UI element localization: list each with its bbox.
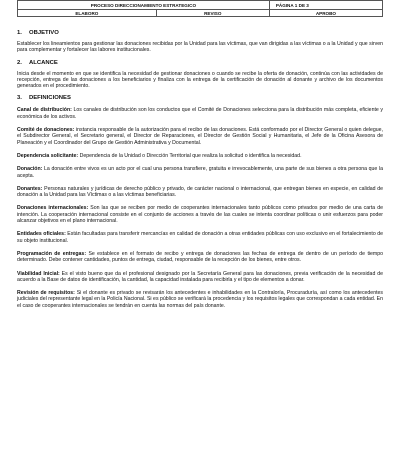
definition-term: Donaciones internacionales:: [17, 205, 89, 212]
definition-text: Están facultadas para transferir mercancías en calidad de donación a otras entidades públicas con uso exclusivo en el fortalecimiento de su objeto institucional.: [17, 231, 383, 244]
definition-viabilidad-inicial: [17, 271, 383, 284]
section-heading-alcance: [17, 60, 383, 67]
definition-comite-donaciones: [17, 127, 383, 146]
header-process-row: [18, 1, 383, 10]
definition-text: Personas naturales y jurídicas de derecho público y privado, de carácter nacional o internacional, que entregan bienes en especie, en calidad de donación a la Unidad para las Víctimas o a las víctimas beneficiarias.: [17, 185, 383, 199]
definition-text: Los canales de distribución son los conductos que el Comité de Donaciones selecciona para la distribución más completa, eficiente y económica de los activos.: [17, 107, 383, 120]
definitions-list: [17, 107, 383, 309]
definition-text: Es el visto bueno que da el profesional designado por la Secretaría General para las donaciones, previa verificación de la necesidad de acuerdo a la Base de datos de identificación, la cantidad, la capacidad instalada para recibirla y el tipo de elementos a donar.: [17, 270, 384, 283]
definition-text: instancia responsable de la autorización para el recibo de las donaciones. Está conformado por el Director General o quien delegue, el Subdirector General, el Secretario general, el Director de Reparaciones, el Director de Gestión Social y Humanitaria, el Jefe de la Oficina Asesora de Planeación y el Coordinador del Grupo de Gestión Administrativa y Documental.: [17, 127, 383, 146]
section-number: 1.: [17, 30, 22, 36]
definition-term: Dependencia solicitante:: [17, 152, 79, 159]
definition-text: Si el donante es privado se revisarán los antecedentes e inhabilidades en la Contraloría, Procuraduría, así como los antecedentes judiciales del representante legal en la Policía Nacional. Si es público se verificará la procedencia y los requisitos legales que correspondan a cada entidad. En el caso de cooperantes internacionales se tendrán en cuenta las normas del país donante.: [17, 290, 383, 309]
definition-donaciones-internacionales: [17, 205, 383, 224]
section-heading-objetivo: [17, 30, 383, 37]
definition-term: Donantes:: [17, 185, 43, 192]
definition-donantes: [17, 186, 383, 199]
aprobo-label: APROBO: [269, 10, 382, 17]
section-title: ALCANCE: [29, 59, 58, 66]
section-title: DEFINICIONES: [29, 95, 71, 102]
definition-term: Viabilidad Inicial:: [17, 270, 60, 277]
definition-dependencia-solicitante: [17, 153, 383, 159]
definition-term: Comité de donaciones:: [17, 127, 75, 134]
section-number: 2.: [17, 59, 22, 66]
definition-programacion-entregas: [17, 251, 383, 264]
section-number: 3.: [17, 95, 22, 102]
alcance-paragraph: Inicia desde el momento en que se identifica la necesidad de gestionar donaciones o cuando se recibe la oferta de donación, continúa con las actividades de recepción, entrega de las donaciones a los beneficiarios y finaliza con la entrega de la certificación de donación al donante y archivo de los documentos generados en el procedimiento.: [17, 70, 383, 90]
definition-text: Son las que se reciben por medio de cooperantes internacionales tanto públicos como privados por medio de una carta de intención. La cooperación internacional consiste en el conjunto de acciones a través de las cuales se intenta coordinar políticas o unir esfuerzos para poder alcanzar objetivos en el plano internacional.: [17, 205, 383, 225]
process-name: PROCESO DIRECCIONAMIENTO ESTRATEGICO: [18, 1, 270, 10]
definition-text: Dependencia de la Unidad o Dirección Territorial que realiza la solicitud o identifica la necesidad.: [78, 152, 302, 159]
definition-term: Canal de distribución:: [17, 107, 72, 114]
definition-term: Donación:: [17, 166, 43, 173]
definition-canal-distribucion: [17, 107, 383, 120]
definition-donacion: [17, 166, 383, 179]
reviso-label: REVISO: [156, 10, 269, 17]
definition-text: Se establece en el formato de recibo y entrega de donaciones las fechas de entrega de dentro de un período de tiempo determinado. Debe contener cantidades, puntos de entrega, ciudad, responsable de la recepción de los bienes, entre otros.: [17, 250, 384, 264]
definition-text: La donación entre vivos es un acto por el cual una persona transfiere, gratuita e irrevocablemente, una parte de sus bienes a otra persona que la acepta.: [17, 166, 383, 179]
objetivo-paragraph: Establecer los lineamientos para gestionar las donaciones recibidas por la Unidad para las víctimas, que van dirigidas a las víctimas o a la Unidad y que sirven para complementar y fortalecer las labores institucionales.: [17, 41, 383, 54]
header-signature-row: [18, 10, 383, 17]
section-title: OBJETIVO: [29, 30, 59, 36]
definition-term: Programación de entregas:: [17, 250, 87, 257]
document-header-table: [17, 0, 383, 17]
page-number: PÁGINA 1 DE 3: [269, 1, 382, 10]
definition-term: Revisión de requisitos:: [17, 290, 75, 297]
definition-term: Entidades oficiales:: [17, 231, 66, 238]
section-heading-definiciones: [17, 95, 383, 102]
definition-revision-requisitos: [17, 290, 383, 309]
elaboro-label: ELABORO: [18, 10, 157, 17]
definition-entidades-oficiales: [17, 231, 383, 244]
